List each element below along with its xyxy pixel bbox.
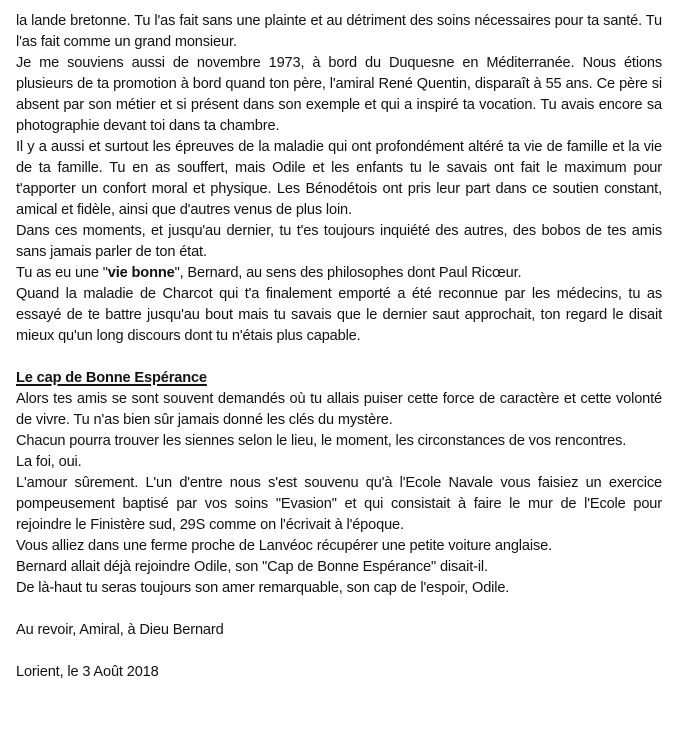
vie-bonne-before: Tu as eu une "	[16, 265, 108, 281]
paragraph-lanveoc: Vous alliez dans une ferme proche de Lanvéoc récupérer une petite voiture anglaise.	[16, 538, 552, 554]
paragraph-amour: L'amour sûrement. L'un d'entre nous s'est souvenu qu'à l'Ecole Navale vous faisiez un exercice pompeusement baptisé par vos soins "Evasion" et qui consistait à faire le mur de l'Ecole pour rejoindre le Finistère sud, 29S comme on l'écrivait à l'époque.	[16, 475, 662, 533]
paragraph-maladie: Il y a aussi et surtout les épreuves de la maladie qui ont profondément altéré ta vie de famille et la vie de ta famille. Tu en as souffert, mais Odile et les enfants tu le savais ont fait le maximum pour t'apporter un confort moral et physique. Les Bénodétois ont pris leur part dans ce soutien constant, amical et fidèle, ainsi que d'autres venus de plus loin.	[16, 139, 662, 218]
paragraph-duquesne: Je me souviens aussi de novembre 1973, à bord du Duquesne en Méditerranée. Nous étions plusieurs de ta promotion à bord quand ton père, l'amiral René Quentin, disparaît à 55 ans. Ce père si absent par son métier et si présent dans son exemple et qui a inspiré ta vocation. Tu avais encore sa photographie devant toi dans ta chambre.	[16, 55, 662, 134]
section-heading: Le cap de Bonne Espérance	[16, 370, 207, 386]
paragraph-vie-bonne	[16, 263, 662, 284]
paragraph-la-haut: De là-haut tu seras toujours son amer remarquable, son cap de l'espoir, Odile.	[16, 580, 510, 596]
document-body	[16, 11, 662, 683]
paragraph-moments: Dans ces moments, et jusqu'au dernier, tu t'es toujours inquiété des autres, des bobos de tes amis sans jamais parler de ton état.	[16, 223, 662, 260]
blank-line	[16, 599, 662, 620]
paragraph-lande: la lande bretonne. Tu l'as fait sans une plainte et au détriment des soins nécessaires pour ta santé. Tu l'as fait comme un grand monsieur.	[16, 13, 662, 50]
paragraph-charcot: Quand la maladie de Charcot qui t'a finalement emporté a été reconnue par les médecins, tu as essayé de te battre jusqu'au bout mais tu savais que le dernier saut approchait, ton regard le disait mieux qu'un long discours dont tu n'étais plus capable.	[16, 286, 662, 344]
signature-line: Lorient, le 3 Août 2018	[16, 664, 159, 680]
paragraph-foi: La foi, oui.	[16, 454, 82, 470]
paragraph-alors: Alors tes amis se sont souvent demandés où tu allais puiser cette force de caractère et cette volonté de vivre. Tu n'as bien sûr jamais donné les clés du mystère.	[16, 391, 662, 428]
blank-line	[16, 641, 662, 662]
paragraph-bernard-odile: Bernard allait déjà rejoindre Odile, son "Cap de Bonne Espérance" disait-il.	[16, 559, 488, 575]
paragraph-chacun: Chacun pourra trouver les siennes selon le lieu, le moment, les circonstances de vos rencontres.	[16, 433, 627, 449]
farewell-line: Au revoir, Amiral, à Dieu Bernard	[16, 622, 224, 638]
vie-bonne-bold: vie bonne	[107, 265, 175, 281]
vie-bonne-after: ", Bernard, au sens des philosophes dont Paul Ricœur.	[174, 265, 522, 281]
blank-line	[16, 347, 662, 368]
